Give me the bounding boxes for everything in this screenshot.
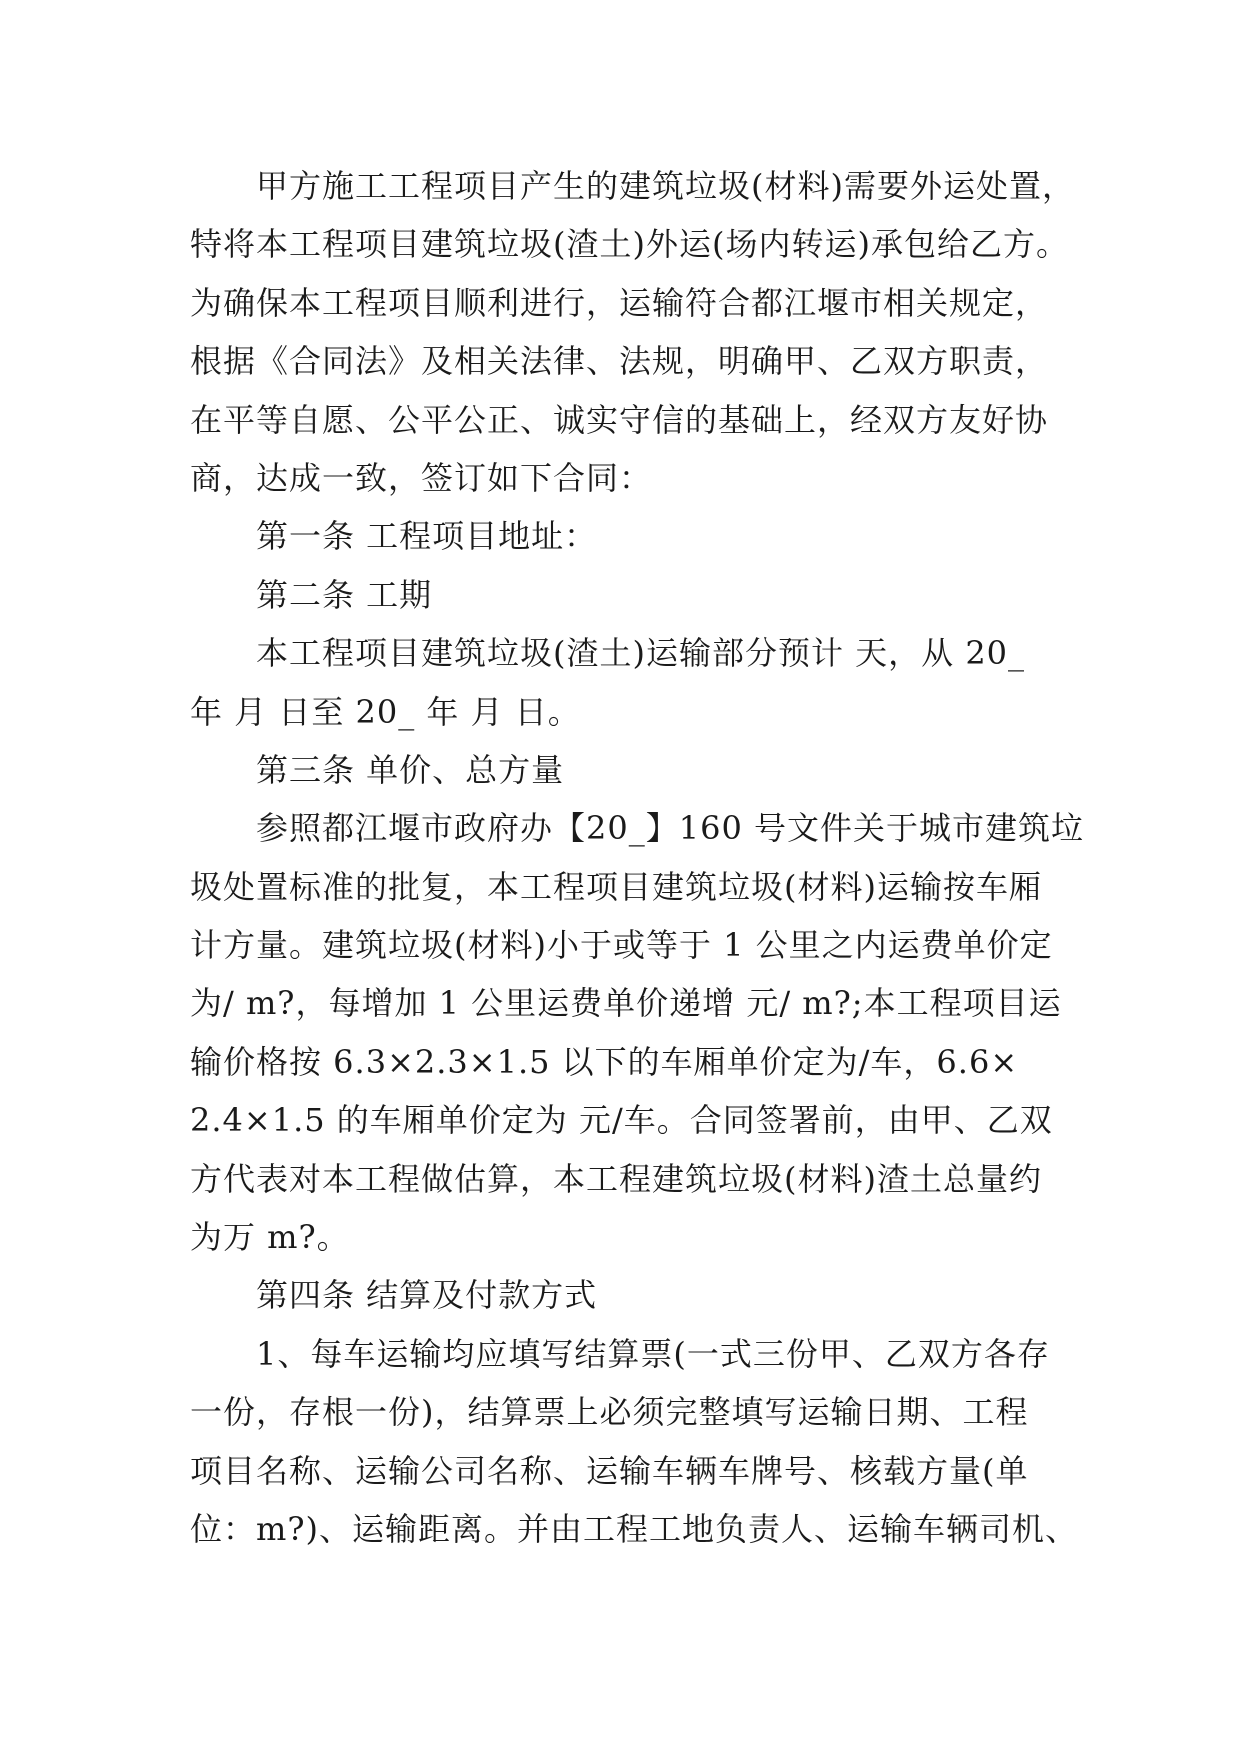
paragraph-line: 为确保本工程项目顺利进行，运输符合都江堰市相关规定， — [190, 283, 1049, 322]
article-heading: 第二条 工期 — [256, 575, 433, 614]
paragraph-line: 为/ m?，每增加 1 公里运费单价递增 元/ m?;本工程项目运 — [190, 984, 1062, 1023]
paragraph-line: 特将本工程项目建筑垃圾(渣土)外运(场内转运)承包给乙方。 — [190, 225, 1069, 264]
paragraph-line: 根据《合同法》及相关法律、法规，明确甲、乙双方职责， — [190, 342, 1049, 381]
paragraph-line: 方代表对本工程做估算，本工程建筑垃圾(材料)渣土总量约 — [190, 1159, 1042, 1198]
paragraph-line: 1、每车运输均应填写结算票(一式三份甲、乙双方各存 — [256, 1334, 1050, 1373]
contract-body — [190, 157, 1095, 1558]
paragraph-line: 输价格按 6.3×2.3×1.5 以下的车厢单价定为/车，6.6× — [190, 1042, 1019, 1081]
article-heading: 第一条 工程项目地址： — [256, 517, 598, 556]
article-heading: 第四条 结算及付款方式 — [256, 1276, 598, 1315]
paragraph-line: 一份，存根一份)，结算票上必须完整填写运输日期、工程 — [190, 1393, 1029, 1432]
article-heading: 第三条 单价、总方量 — [256, 750, 565, 789]
paragraph-line: 项目名称、运输公司名称、运输车辆车牌号、核载方量(单 — [190, 1451, 1029, 1490]
paragraph-line: 本工程项目建筑垃圾(渣土)运输部分预计 天，从 20_ — [256, 634, 1026, 673]
paragraph-line: 计方量。建筑垃圾(材料)小于或等于 1 公里之内运费单价定 — [190, 926, 1053, 965]
paragraph-line: 圾处置标准的批复，本工程项目建筑垃圾(材料)运输按车厢 — [190, 867, 1042, 906]
paragraph-line: 甲方施工工程项目产生的建筑垃圾(材料)需要外运处置， — [256, 167, 1075, 205]
paragraph-line: 参照都江堰市政府办【20_】160 号文件关于城市建筑垃 — [256, 809, 1084, 848]
paragraph-line: 位：m?)、运输距离。并由工程工地负责人、运输车辆司机、 — [190, 1509, 1078, 1548]
paragraph-line: 在平等自愿、公平公正、诚实守信的基础上，经双方友好协 — [190, 400, 1049, 439]
paragraph-line: 年 月 日至 20_ 年 月 日。 — [190, 692, 581, 731]
paragraph-line: 为万 m?。 — [190, 1218, 350, 1257]
paragraph-line: 商，达成一致，签订如下合同： — [190, 458, 653, 497]
paragraph-line: 2.4×1.5 的车厢单价定为 元/车。合同签署前，由甲、乙双 — [190, 1101, 1053, 1140]
